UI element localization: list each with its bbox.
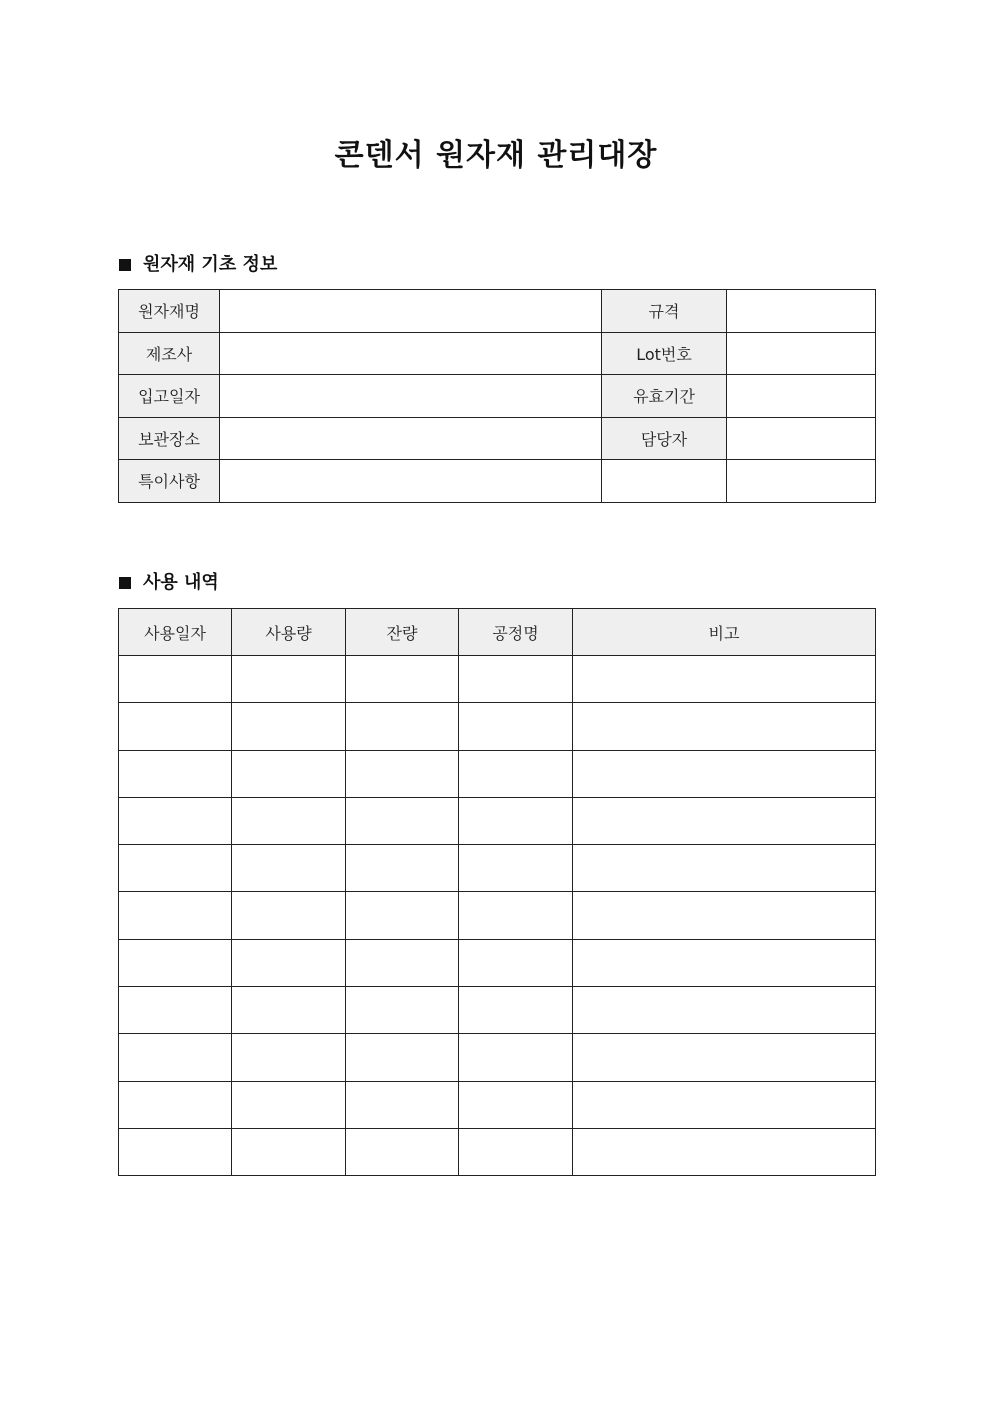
field-value-cell[interactable]: [220, 417, 602, 460]
table-row: [119, 845, 876, 892]
field-value-cell[interactable]: [220, 375, 602, 418]
field-value-cell[interactable]: [727, 375, 876, 418]
table-cell[interactable]: [119, 703, 232, 750]
table-cell[interactable]: [573, 1081, 876, 1128]
table-cell[interactable]: [459, 892, 573, 939]
table-cell[interactable]: [573, 797, 876, 844]
table-cell[interactable]: [573, 987, 876, 1034]
table-cell[interactable]: [232, 1081, 346, 1128]
table-cell[interactable]: [232, 1128, 346, 1175]
table-row: [119, 375, 876, 418]
section-heading-label: 사용 내역: [143, 572, 219, 593]
table-row: [119, 750, 876, 797]
table-row: [119, 417, 876, 460]
table-cell[interactable]: [232, 892, 346, 939]
table-cell[interactable]: [459, 939, 573, 986]
table-cell[interactable]: [119, 892, 232, 939]
table-cell[interactable]: [573, 656, 876, 703]
table-cell[interactable]: [459, 1081, 573, 1128]
field-label: 원자재명: [119, 290, 220, 333]
field-label: 유효기간: [602, 375, 727, 418]
table-cell[interactable]: [346, 703, 459, 750]
field-value-cell[interactable]: [727, 417, 876, 460]
table-cell[interactable]: [573, 1034, 876, 1081]
black-square-icon: [119, 577, 131, 589]
field-label: 특이사항: [119, 460, 220, 503]
table-row: [119, 987, 876, 1034]
table-cell[interactable]: [573, 845, 876, 892]
table-cell[interactable]: [346, 797, 459, 844]
table-cell[interactable]: [232, 797, 346, 844]
column-header: 공정명: [459, 609, 573, 656]
table-cell[interactable]: [459, 845, 573, 892]
table-cell[interactable]: [119, 1034, 232, 1081]
table-cell[interactable]: [459, 750, 573, 797]
table-cell[interactable]: [346, 892, 459, 939]
table-cell[interactable]: [573, 750, 876, 797]
table-cell[interactable]: [119, 797, 232, 844]
table-row: [119, 1081, 876, 1128]
table-cell[interactable]: [232, 987, 346, 1034]
table-cell[interactable]: [346, 656, 459, 703]
table-row: [119, 797, 876, 844]
table-cell[interactable]: [459, 1128, 573, 1175]
table-cell[interactable]: [573, 703, 876, 750]
field-label: 보관장소: [119, 417, 220, 460]
table-cell[interactable]: [119, 1128, 232, 1175]
table-row: [119, 1128, 876, 1175]
table-row: [119, 332, 876, 375]
table-cell[interactable]: [232, 845, 346, 892]
section-heading-basic-info: [119, 253, 277, 277]
table-row: [119, 656, 876, 703]
page-title: 콘덴서 원자재 관리대장: [334, 138, 658, 173]
basic-info-table: [118, 289, 876, 503]
column-header: 비고: [573, 609, 876, 656]
table-cell[interactable]: [459, 797, 573, 844]
table-cell[interactable]: [232, 750, 346, 797]
table-cell[interactable]: [346, 845, 459, 892]
table-cell[interactable]: [119, 845, 232, 892]
table-cell[interactable]: [459, 656, 573, 703]
usage-table: [118, 608, 876, 1176]
table-cell[interactable]: [459, 1034, 573, 1081]
field-label: 제조사: [119, 332, 220, 375]
table-cell[interactable]: [232, 1034, 346, 1081]
section-heading-label: 원자재 기초 정보: [143, 254, 278, 275]
table-cell[interactable]: [232, 656, 346, 703]
table-row: [119, 939, 876, 986]
table-cell[interactable]: [232, 939, 346, 986]
table-row: [119, 290, 876, 333]
column-header: 잔량: [346, 609, 459, 656]
field-value-cell[interactable]: [220, 290, 602, 333]
table-cell[interactable]: [346, 1128, 459, 1175]
table-cell[interactable]: [119, 656, 232, 703]
field-label: Lot번호: [602, 332, 727, 375]
black-square-icon: [119, 259, 131, 271]
field-label: 규격: [602, 290, 727, 333]
column-header: 사용량: [232, 609, 346, 656]
table-cell[interactable]: [119, 939, 232, 986]
field-value-cell[interactable]: [727, 332, 876, 375]
table-cell[interactable]: [119, 987, 232, 1034]
table-cell[interactable]: [119, 750, 232, 797]
table-header-row: [119, 609, 876, 656]
table-cell[interactable]: [346, 750, 459, 797]
field-value-cell[interactable]: [220, 460, 602, 503]
table-cell[interactable]: [573, 1128, 876, 1175]
field-value-cell[interactable]: [220, 332, 602, 375]
table-row: [119, 703, 876, 750]
field-value-cell[interactable]: [727, 290, 876, 333]
field-label: 담당자: [602, 417, 727, 460]
table-cell[interactable]: [346, 1081, 459, 1128]
table-cell[interactable]: [232, 703, 346, 750]
table-cell[interactable]: [573, 892, 876, 939]
table-cell[interactable]: [346, 939, 459, 986]
empty-cell[interactable]: [602, 460, 727, 503]
section-heading-usage: [119, 571, 219, 595]
column-header: 사용일자: [119, 609, 232, 656]
table-cell[interactable]: [573, 939, 876, 986]
table-row: [119, 1034, 876, 1081]
table-cell[interactable]: [459, 987, 573, 1034]
table-row: [119, 892, 876, 939]
table-cell[interactable]: [119, 1081, 232, 1128]
table-row: [119, 460, 876, 503]
field-value-cell[interactable]: [727, 460, 876, 503]
table-cell[interactable]: [459, 703, 573, 750]
table-cell[interactable]: [346, 987, 459, 1034]
table-cell[interactable]: [346, 1034, 459, 1081]
field-label: 입고일자: [119, 375, 220, 418]
